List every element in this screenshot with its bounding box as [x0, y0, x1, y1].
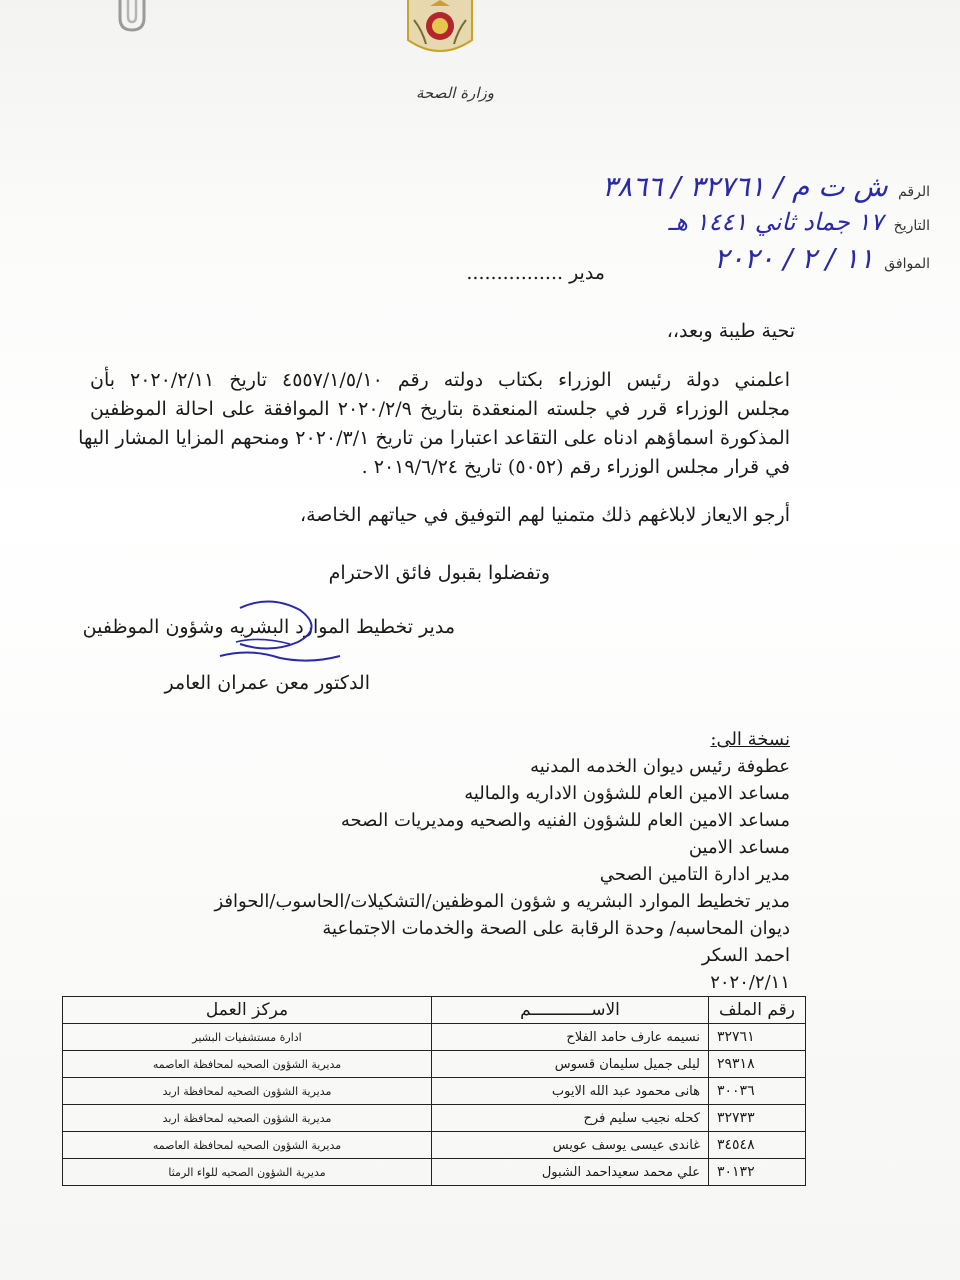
body-line: المذكورة اسماؤهم ادناه على التقاعد اعتبارا من تاريخ ٢٠٢٠/٣/١ ومنحهم المزايا المشار اليها [78, 427, 790, 449]
signer-title: مدير تخطيط الموارد البشريه وشؤون الموظفين [82, 616, 455, 638]
file-number-cell: ٣٤٥٤٨ [709, 1132, 806, 1159]
table-header-row [63, 997, 806, 1024]
signer-name: الدكتور معن عمران العامر [164, 672, 370, 694]
workplace-cell: مديرية الشؤون الصحيه لمحافظة العاصمه [63, 1132, 432, 1159]
equivalent-date-value: ١١ / ٢ / ٢٠٢٠ [714, 242, 874, 275]
reference-label: الرقم [898, 184, 930, 200]
table-row [63, 1159, 806, 1186]
file-number-cell: ٣٢٧٦١ [709, 1024, 806, 1051]
name-cell: علي محمد سعيداحمد الشبول [432, 1159, 709, 1186]
date-value: ١٧ جماد ثاني ١٤٤١ هـ [668, 208, 884, 236]
jordan-crest-icon [400, 0, 480, 58]
copy-recipient: مساعد الامين [688, 837, 790, 858]
name-cell: هانى محمود عبد الله الايوب [432, 1078, 709, 1105]
file-number-cell: ٣٢٧٣٣ [709, 1105, 806, 1132]
copy-recipient: مدير ادارة التامين الصحي [599, 864, 790, 885]
greeting: تحية طيبة وبعد،، [666, 320, 795, 342]
table-row [63, 1024, 806, 1051]
body-line: اعلمني دولة رئيس الوزراء بكتاب دولته رقم ٤٥٥٧/١/٥/١٠ تاريخ ٢٠٢٠/٢/١١ بأن [90, 369, 790, 391]
copy-recipient: مدير تخطيط الموارد البشريه و شؤون الموظفين/التشكيلات/الحاسوب/الحوافز [214, 891, 790, 912]
copy-recipient: مساعد الامين العام للشؤون الفنيه والصحيه ومديريات الصحه [340, 810, 790, 831]
paper-clip-icon [110, 0, 170, 36]
copy-date: ٢٠٢٠/٢/١١ [710, 972, 790, 993]
body-line: في قرار مجلس الوزراء رقم (٥٠٥٢) تاريخ ٢٠١٩/٦/٢٤ . [361, 456, 790, 478]
column-header-file-number: رقم الملف [709, 997, 806, 1024]
workplace-cell: مديرية الشؤون الصحيه لمحافظة اربد [63, 1078, 432, 1105]
addressee: مدير ................ [466, 262, 605, 284]
workplace-cell: مديرية الشؤون الصحيه للواء الرمثا [63, 1159, 432, 1186]
table-row [63, 1105, 806, 1132]
name-cell: نسيمه عارف حامد الفلاح [432, 1024, 709, 1051]
workplace-cell: ادارة مستشفيات البشير [63, 1024, 432, 1051]
file-number-cell: ٣٠١٣٢ [709, 1159, 806, 1186]
ministry-name: وزارة الصحة [416, 84, 494, 102]
file-number-cell: ٢٩٣١٨ [709, 1051, 806, 1078]
copy-recipient: احمد السكر [701, 945, 790, 966]
copy-recipient: مساعد الامين العام للشؤون الاداريه والماليه [464, 783, 790, 804]
reference-value: ش ت م / ٣٢٧٦١ / ٣٨٦٦ [602, 170, 888, 203]
equivalent-date-label: الموافق [884, 256, 930, 272]
copy-recipient: ديوان المحاسبه/ وحدة الرقابة على الصحة والخدمات الاجتماعية [322, 918, 790, 939]
closing-line: وتفضلوا بقبول فائق الاحترام [328, 562, 550, 584]
table-row [63, 1078, 806, 1105]
name-cell: كحله نجيب سليم فرح [432, 1105, 709, 1132]
copies-heading: نسخة الى: [710, 729, 790, 750]
name-cell: غاندى عيسى يوسف عويس [432, 1132, 709, 1159]
retirees-table [62, 996, 806, 1186]
copy-recipient: عطوفة رئيس ديوان الخدمه المدنيه [530, 756, 790, 777]
file-number-cell: ٣٠٠٣٦ [709, 1078, 806, 1105]
date-label: التاريخ [893, 218, 930, 234]
copies-list [214, 726, 790, 996]
table-row [63, 1132, 806, 1159]
column-header-workplace: مركز العمل [63, 997, 432, 1024]
name-cell: ليلى جميل سليمان قسوس [432, 1051, 709, 1078]
body-line: مجلس الوزراء قرر في جلسته المنعقدة بتاريخ ٢٠٢٠/٢/٩ الموافقة على احالة الموظفين [90, 398, 790, 420]
signature-scribble-icon [200, 598, 380, 678]
reference-number-row [602, 170, 930, 203]
workplace-cell: مديرية الشؤون الصحيه لمحافظة العاصمه [63, 1051, 432, 1078]
column-header-name: الاســــــــــــم [432, 997, 709, 1024]
letter-body [78, 366, 790, 482]
request-line: أرجو الايعاز لابلاغهم ذلك متمنيا لهم التوفيق في حياتهم الخاصة، [299, 504, 790, 526]
equivalent-date-row [714, 242, 930, 275]
table-row [63, 1051, 806, 1078]
workplace-cell: مديرية الشؤون الصحيه لمحافظة اربد [63, 1105, 432, 1132]
date-row [668, 208, 930, 236]
